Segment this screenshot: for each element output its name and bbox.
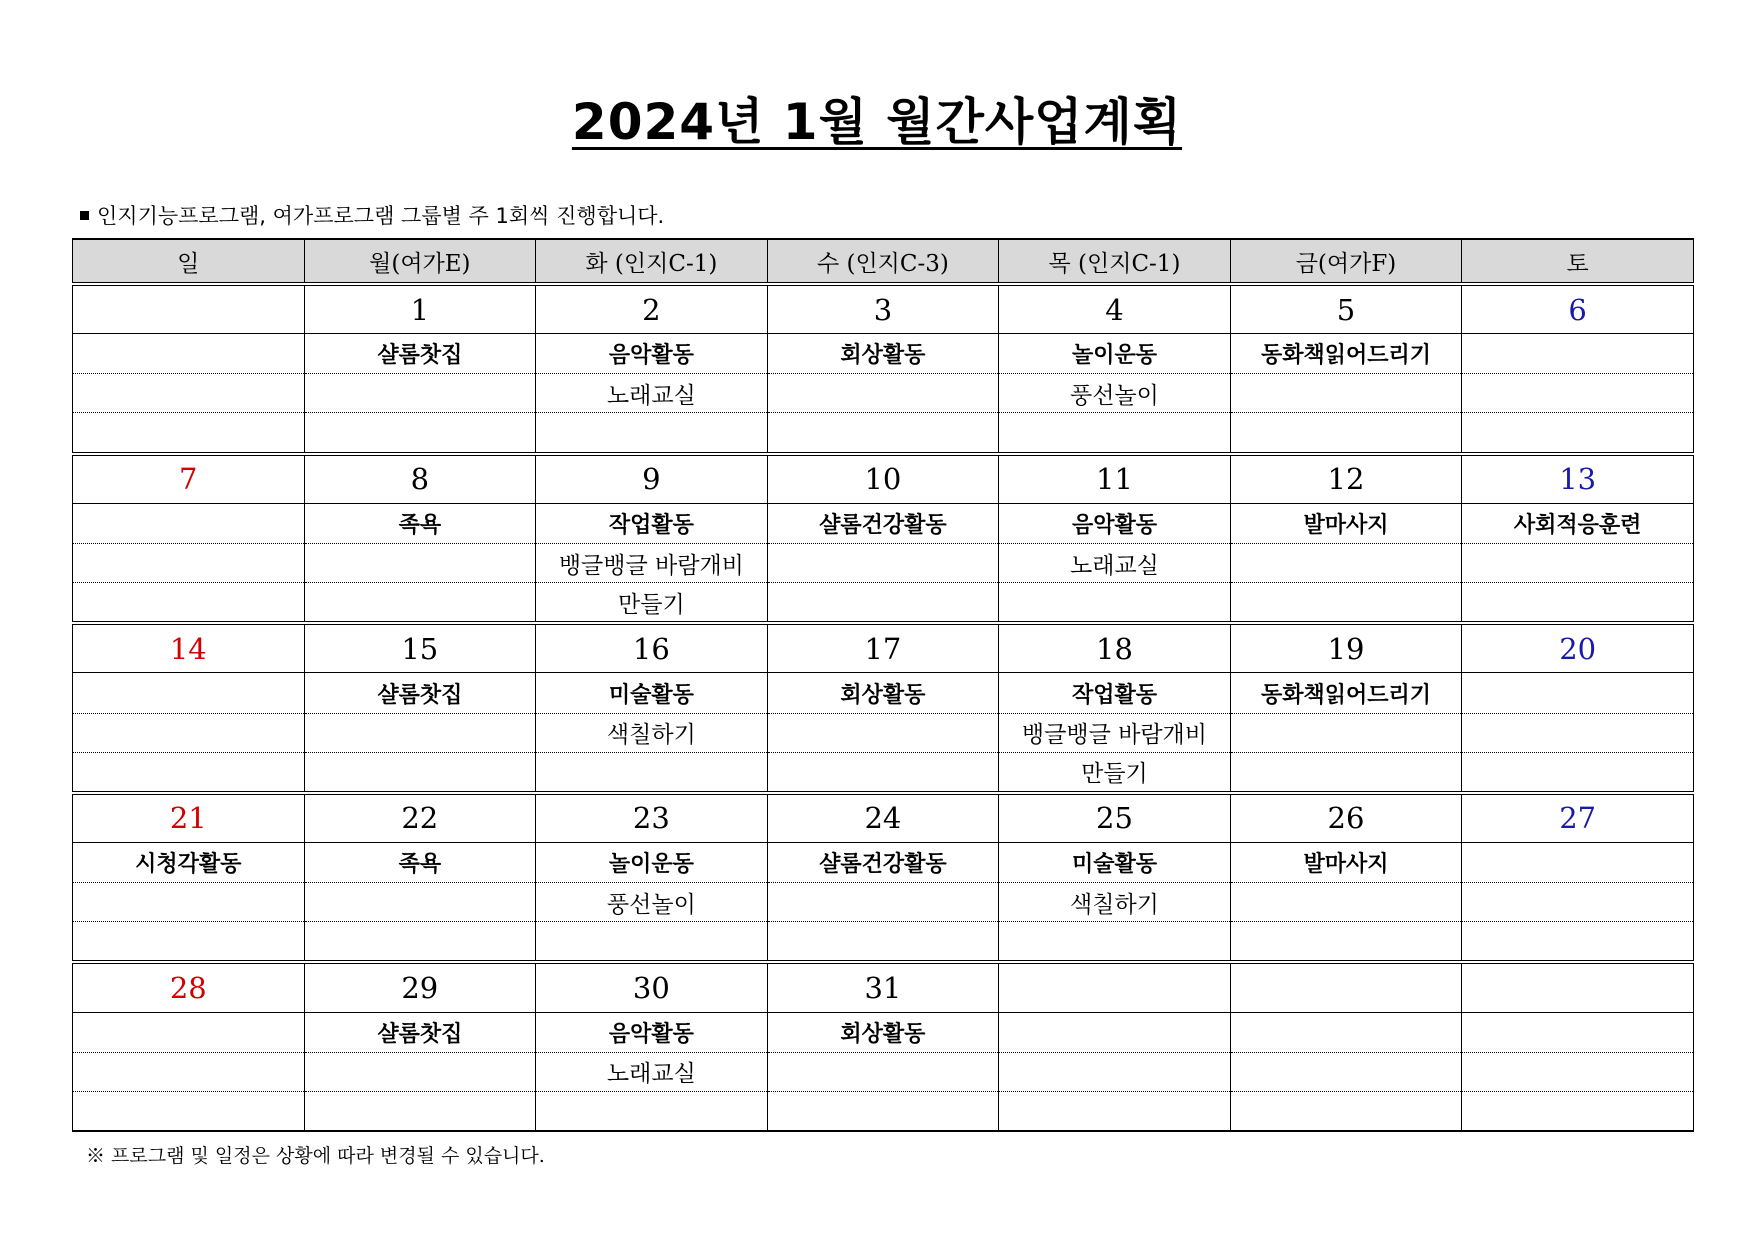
program-name-cell: 작업활동	[536, 503, 768, 543]
program-row	[73, 1012, 1694, 1052]
program-detail-cell	[73, 583, 305, 624]
program-detail-cell: 색칠하기	[999, 883, 1231, 922]
date-cell-sat	[1462, 962, 1694, 1012]
program-detail-cell	[999, 1091, 1231, 1131]
program-detail-cell	[73, 713, 305, 752]
program-name-cell: 회상활동	[767, 673, 999, 713]
program-name-cell: 샬롬찻집	[304, 334, 536, 374]
date-cell-fri: 5	[1230, 284, 1462, 334]
program-detail-cell	[304, 413, 536, 454]
date-cell-sat: 20	[1462, 623, 1694, 673]
date-cell-sun: 7	[73, 454, 305, 504]
date-cell-sun: 28	[73, 962, 305, 1012]
header-thursday: 목 (인지C-1)	[999, 239, 1231, 284]
program-detail-cell: 노래교실	[536, 374, 768, 413]
program-detail-cell	[767, 752, 999, 793]
program-detail-cell: 풍선놀이	[536, 883, 768, 922]
program-detail-cell	[1230, 543, 1462, 582]
week-date-row	[73, 454, 1694, 504]
date-cell-tue: 9	[536, 454, 768, 504]
date-cell-sun: 14	[73, 623, 305, 673]
header-saturday: 토	[1462, 239, 1694, 284]
header-tuesday: 화 (인지C-1)	[536, 239, 768, 284]
program-detail-cell	[1462, 752, 1694, 793]
date-cell-mon: 15	[304, 623, 536, 673]
program-detail-cell	[1462, 713, 1694, 752]
program-detail-cell	[767, 413, 999, 454]
program-detail-cell	[73, 543, 305, 582]
date-cell-sun	[73, 284, 305, 334]
program-name-cell	[73, 673, 305, 713]
program-detail-cell	[73, 413, 305, 454]
program-name-cell	[73, 1012, 305, 1052]
date-cell-mon: 1	[304, 284, 536, 334]
date-cell-thu: 25	[999, 793, 1231, 843]
program-detail-cell	[1230, 413, 1462, 454]
week-date-row	[73, 962, 1694, 1012]
program-detail-cell: 뱅글뱅글 바람개비	[999, 713, 1231, 752]
program-detail-cell	[73, 1052, 305, 1091]
date-cell-sat: 6	[1462, 284, 1694, 334]
date-cell-thu: 4	[999, 284, 1231, 334]
week-date-row	[73, 284, 1694, 334]
program-detail-cell: 만들기	[999, 752, 1231, 793]
weekday-header-row	[73, 239, 1694, 284]
notice-top-text: 인지기능프로그램, 여가프로그램 그룹별 주 1회씩 진행합니다.	[97, 204, 665, 228]
notice-bottom: ※ 프로그램 및 일정은 상황에 따라 변경될 수 있습니다.	[86, 1145, 545, 1167]
program-detail-row	[73, 752, 1694, 793]
header-wednesday: 수 (인지C-3)	[767, 239, 999, 284]
program-detail-cell	[767, 922, 999, 963]
program-detail-cell	[304, 583, 536, 624]
program-detail-cell: 뱅글뱅글 바람개비	[536, 543, 768, 582]
program-detail-cell	[999, 1052, 1231, 1091]
program-detail-cell	[304, 713, 536, 752]
program-detail-row	[73, 922, 1694, 963]
program-name-cell: 동화책읽어드리기	[1230, 334, 1462, 374]
program-detail-cell	[767, 583, 999, 624]
date-cell-sat: 27	[1462, 793, 1694, 843]
program-detail-row	[73, 543, 1694, 582]
date-cell-mon: 29	[304, 962, 536, 1012]
program-name-cell	[1462, 843, 1694, 883]
date-cell-sun: 21	[73, 793, 305, 843]
program-detail-cell	[536, 413, 768, 454]
program-detail-cell	[767, 374, 999, 413]
program-detail-cell	[1230, 713, 1462, 752]
program-detail-cell	[1462, 374, 1694, 413]
program-name-cell: 시청각활동	[73, 843, 305, 883]
program-name-cell	[1230, 1012, 1462, 1052]
program-detail-cell	[73, 1091, 305, 1131]
program-row	[73, 334, 1694, 374]
program-detail-cell	[999, 583, 1231, 624]
date-cell-mon: 8	[304, 454, 536, 504]
program-detail-cell	[1462, 1052, 1694, 1091]
program-name-cell	[1462, 334, 1694, 374]
date-cell-mon: 22	[304, 793, 536, 843]
program-detail-cell	[1230, 374, 1462, 413]
program-detail-cell	[1462, 543, 1694, 582]
program-detail-cell: 색칠하기	[536, 713, 768, 752]
header-friday: 금(여가F)	[1230, 239, 1462, 284]
program-detail-cell	[767, 713, 999, 752]
program-name-cell	[1462, 1012, 1694, 1052]
program-detail-row	[73, 374, 1694, 413]
header-sunday: 일	[73, 239, 305, 284]
program-name-cell: 미술활동	[999, 843, 1231, 883]
date-cell-thu: 18	[999, 623, 1231, 673]
program-name-cell: 작업활동	[999, 673, 1231, 713]
program-detail-cell	[1230, 883, 1462, 922]
notice-top	[80, 200, 664, 230]
date-cell-wed: 3	[767, 284, 999, 334]
program-detail-cell	[73, 883, 305, 922]
program-detail-cell	[304, 922, 536, 963]
program-name-cell: 발마사지	[1230, 503, 1462, 543]
program-detail-cell	[1230, 1091, 1462, 1131]
program-name-cell: 회상활동	[767, 334, 999, 374]
program-detail-cell	[73, 922, 305, 963]
program-detail-cell	[1230, 752, 1462, 793]
date-cell-tue: 2	[536, 284, 768, 334]
program-detail-cell	[304, 752, 536, 793]
program-name-cell: 샬롬찻집	[304, 673, 536, 713]
program-row	[73, 503, 1694, 543]
bullet-square-icon	[80, 211, 89, 220]
date-cell-fri: 19	[1230, 623, 1462, 673]
date-cell-thu	[999, 962, 1231, 1012]
program-name-cell: 족욕	[304, 843, 536, 883]
date-cell-wed: 17	[767, 623, 999, 673]
date-cell-wed: 10	[767, 454, 999, 504]
program-detail-cell	[1230, 922, 1462, 963]
program-detail-cell	[304, 1091, 536, 1131]
program-detail-cell: 노래교실	[999, 543, 1231, 582]
program-name-cell	[73, 334, 305, 374]
date-cell-tue: 30	[536, 962, 768, 1012]
program-name-cell: 족욕	[304, 503, 536, 543]
program-detail-cell	[999, 413, 1231, 454]
program-name-cell	[999, 1012, 1231, 1052]
program-name-cell	[73, 503, 305, 543]
calendar-table	[72, 238, 1694, 1132]
program-name-cell: 놀이운동	[999, 334, 1231, 374]
program-name-cell	[1462, 673, 1694, 713]
program-name-cell: 음악활동	[536, 334, 768, 374]
calendar-body	[73, 284, 1694, 1131]
program-detail-cell	[536, 1091, 768, 1131]
program-name-cell: 발마사지	[1230, 843, 1462, 883]
program-row	[73, 673, 1694, 713]
program-detail-cell	[304, 883, 536, 922]
date-cell-tue: 16	[536, 623, 768, 673]
program-detail-cell: 풍선놀이	[999, 374, 1231, 413]
program-detail-cell	[767, 1052, 999, 1091]
date-cell-fri: 26	[1230, 793, 1462, 843]
date-cell-tue: 23	[536, 793, 768, 843]
program-detail-cell	[304, 374, 536, 413]
program-detail-row	[73, 1091, 1694, 1131]
program-name-cell: 샬롬건강활동	[767, 503, 999, 543]
program-detail-cell	[767, 1091, 999, 1131]
program-name-cell: 음악활동	[536, 1012, 768, 1052]
week-date-row	[73, 793, 1694, 843]
program-detail-cell	[536, 752, 768, 793]
date-cell-sat: 13	[1462, 454, 1694, 504]
program-detail-cell	[1462, 583, 1694, 624]
program-name-cell: 동화책읽어드리기	[1230, 673, 1462, 713]
program-detail-row	[73, 583, 1694, 624]
week-date-row	[73, 623, 1694, 673]
date-cell-wed: 31	[767, 962, 999, 1012]
program-detail-cell	[1230, 1052, 1462, 1091]
date-cell-fri	[1230, 962, 1462, 1012]
program-detail-cell	[304, 1052, 536, 1091]
program-name-cell: 미술활동	[536, 673, 768, 713]
date-cell-thu: 11	[999, 454, 1231, 504]
header-monday: 월(여가E)	[304, 239, 536, 284]
program-detail-cell	[1462, 413, 1694, 454]
date-cell-wed: 24	[767, 793, 999, 843]
page-title: 2024년 1월 월간사업계획	[571, 93, 1183, 151]
program-detail-cell	[767, 543, 999, 582]
program-name-cell: 샬롬찻집	[304, 1012, 536, 1052]
program-detail-cell	[73, 752, 305, 793]
program-name-cell: 음악활동	[999, 503, 1231, 543]
program-detail-cell	[1462, 922, 1694, 963]
program-detail-row	[73, 1052, 1694, 1091]
program-detail-cell	[1462, 883, 1694, 922]
program-name-cell: 샬롬건강활동	[767, 843, 999, 883]
program-detail-cell	[999, 922, 1231, 963]
program-name-cell: 사회적응훈련	[1462, 503, 1694, 543]
program-detail-cell	[304, 543, 536, 582]
program-detail-row	[73, 713, 1694, 752]
date-cell-fri: 12	[1230, 454, 1462, 504]
program-detail-cell	[1230, 583, 1462, 624]
program-detail-cell	[536, 922, 768, 963]
program-name-cell: 회상활동	[767, 1012, 999, 1052]
program-detail-row	[73, 883, 1694, 922]
program-detail-cell	[73, 374, 305, 413]
program-row	[73, 843, 1694, 883]
program-name-cell: 놀이운동	[536, 843, 768, 883]
program-detail-cell: 만들기	[536, 583, 768, 624]
program-detail-row	[73, 413, 1694, 454]
program-detail-cell	[1462, 1091, 1694, 1131]
program-detail-cell: 노래교실	[536, 1052, 768, 1091]
program-detail-cell	[767, 883, 999, 922]
